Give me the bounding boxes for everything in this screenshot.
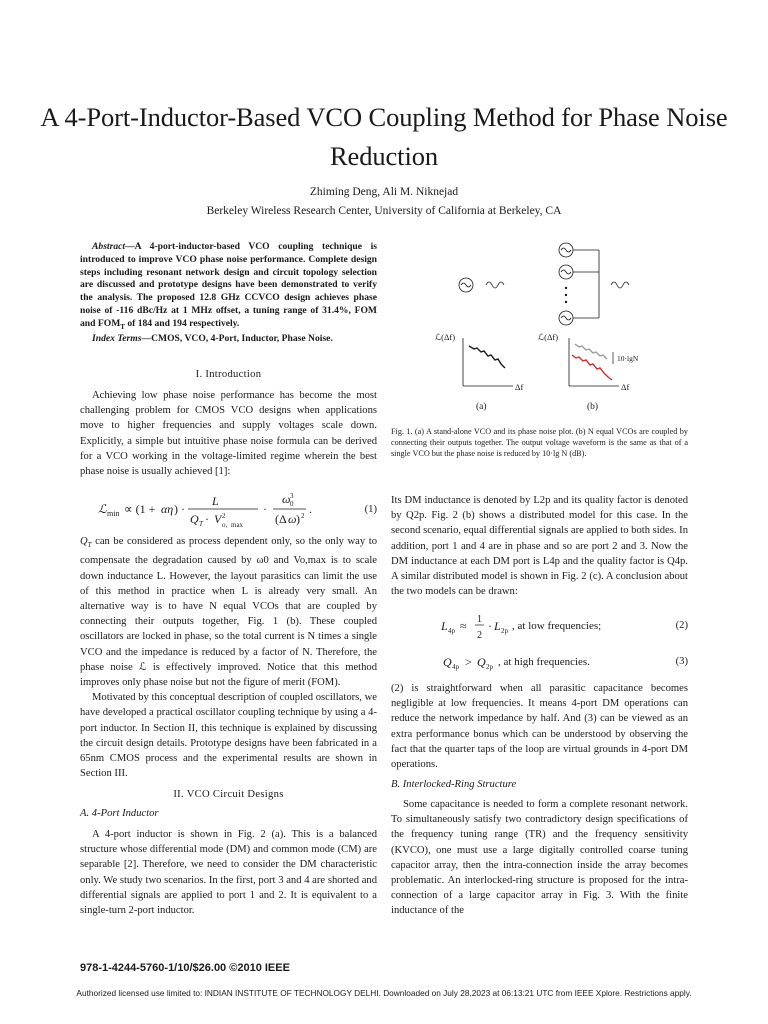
svg-text:L: L — [494, 619, 501, 633]
svg-text:4p: 4p — [448, 627, 455, 635]
index-terms-text: —CMOS, VCO, 4-Port, Inductor, Phase Noise. — [141, 333, 333, 345]
svg-text:T: T — [199, 520, 203, 528]
svg-text:·: · — [488, 619, 492, 633]
reference-noise-curve — [575, 344, 607, 359]
abstract-label: Abstract — [92, 241, 126, 252]
affiliation: Berkeley Wireless Research Center, University of California at Berkeley, CA — [206, 205, 562, 217]
svg-text:0: 0 — [290, 500, 294, 508]
figure-a-ylabel: ℒ(Δf) — [435, 332, 456, 342]
equation-1-number: (1) — [364, 504, 377, 515]
svg-text:Q: Q — [443, 655, 452, 669]
svg-text:·: · — [205, 512, 209, 526]
svg-text:4p: 4p — [452, 663, 459, 671]
figure-1-graphic — [391, 238, 688, 418]
svg-text:2: 2 — [477, 630, 482, 641]
svg-text:ω: ω — [282, 492, 291, 506]
svg-text:max: max — [231, 521, 244, 529]
svg-text:.: . — [309, 502, 312, 516]
svg-text:2p: 2p — [501, 627, 508, 635]
figure-b-ylabel: ℒ(Δf) — [538, 332, 559, 342]
license-notice: Authorized licensed use limited to: INDIAN INSTITUTE OF TECHNOLOGY DELHI. Downloaded on July 28,2023 at 06:13:21 UTC from IEEE Xplore. Restrictions apply. — [76, 988, 692, 998]
intro-paragraph-2 — [80, 534, 377, 781]
right-paragraph-2 — [391, 681, 688, 772]
intro-paragraph-1 — [80, 388, 377, 479]
abstract — [80, 241, 377, 346]
equation-3-text: , at high frequencies. — [498, 656, 590, 668]
svg-text:L: L — [441, 619, 448, 633]
svg-text:3: 3 — [290, 492, 294, 500]
isbn-copyright: 978-1-4244-5760-1/10/$26.00 ©2010 IEEE — [80, 962, 290, 974]
figure-label-b: (b) — [587, 402, 599, 412]
figure-b-xlabel: Δf — [621, 382, 630, 392]
right-paragraph-1 — [391, 493, 688, 599]
subsection-4-port-inductor: A. 4-Port Inductor — [80, 808, 159, 819]
svg-text:V: V — [214, 512, 222, 526]
intro-paragraph-1-text: Achieving low phase noise performance has become the most challenging problem for CMOS VCO designs when applications move to higher frequencies and supply voltages scale down. Explicitly, a simple but intuitive phase noise formula can be derived for a VCO working in the voltage-limited regime wherein the best phase noise is usually achieved [1]: — [80, 390, 377, 478]
author-list: Zhiming Deng, Ali M. Niknejad — [309, 186, 459, 198]
svg-text:2p: 2p — [486, 663, 493, 671]
right-paragraph-2-text: (2) is straightforward when all parasitic capacitance becomes negligible at low frequencies. It means 4-port DM operations can reduce the network impedance by half. And (3) can be viewed as an extra performance bonus which can be understood by observing the fact that the quarter taps of the loop are virtual grounds in 4-port DM operations. — [391, 683, 688, 771]
section-a-paragraph-text: A 4-port inductor is shown in Fig. 2 (a). This is a balanced structure whose differential mode (DM) and common mode (CM) are separable [2]. Therefore, we need to consider the DM characteristic only. We study two scenarios. In the first, port 3 and 4 are shorted and differential signals are applied to port 1 and 2. It is equivalent to a single-turn 2-port inductor. — [80, 829, 377, 917]
svg-text:1: 1 — [477, 614, 482, 625]
abstract-text-sub: T — [120, 322, 125, 331]
svg-text:Q: Q — [190, 512, 199, 526]
svg-text:ℒ: ℒ — [98, 502, 107, 516]
svg-text:(Δ: (Δ — [275, 512, 287, 526]
svg-text:L: L — [212, 494, 219, 508]
section-b-paragraph-text: Some capacitance is needed to form a complete resonant network. To simultaneously satisfy two contradictory design specifications of the frequency tuning range (TR) and the frequency sensitivity (KVCO), one must use a large digitally controlled coarse tuning capacitor array, then the intra-connection inside the array becomes problematic. An interlocked-ring structure is proposed for the intra-connection of a large capacitor array in Fig. 3. With the finite inductance of the — [391, 799, 688, 917]
svg-text:): ) — [296, 512, 300, 526]
svg-text:ω: ω — [288, 512, 297, 526]
qt-symbol: $Q_T$ — [80, 536, 92, 550]
svg-text:2: 2 — [301, 512, 305, 520]
equation-2-number: (2) — [675, 620, 688, 631]
equation-2-text: , at low frequencies; — [512, 620, 602, 632]
svg-text:>: > — [465, 655, 472, 669]
section-heading-vco-designs: II. VCO Circuit Designs — [173, 789, 284, 800]
equation-3-number: (3) — [675, 656, 688, 667]
paper-title: A 4-Port-Inductor-Based VCO Coupling Method for Phase Noise Reduction — [40, 102, 728, 171]
svg-text:min: min — [107, 509, 120, 518]
section-heading-introduction: I. Introduction — [195, 369, 262, 380]
intro-paragraph-3: Motivated by this conceptual description of coupled oscillators, we have developed a practical oscillator coupling technique by using a 4-port inductor. In Section II, this technique is explained by discussing the circuit design details. Prototype designs have been fabricated in a 65nm CMOS process and the experimental results are shown in Section III. — [80, 692, 377, 780]
svg-text:·: · — [263, 502, 267, 516]
abstract-text: —A 4-port-inductor-based VCO coupling technique is introduced to improve VCO phase noise performance. Complete design steps including resonant network design and circuit topology selection are discussed and prototype designs have been demonstrated to verify the analysis. The proposed 12.8 GHz CCVCO design achieves phase noise of -116 dBc/Hz at 1 MHz offset, a tuning range of 31.4%, FOM and FOM — [80, 241, 377, 329]
equation-1 — [80, 490, 377, 530]
svg-text:αη: αη — [161, 502, 174, 516]
svg-text:∝ (1 +: ∝ (1 + — [124, 502, 156, 516]
equation-3 — [391, 648, 688, 676]
figure-1 — [391, 238, 688, 418]
svg-text:≈: ≈ — [460, 619, 467, 633]
figure-label-a: (a) — [476, 402, 487, 412]
equation-2 — [391, 608, 688, 644]
abstract-text-end: of 184 and 194 respectively. — [124, 317, 240, 329]
right-paragraph-1-text: Its DM inductance is denoted by L2p and its quality factor is denoted by Q2p. Fig. 2 (b) shows a distributed model for this case. In the second scenario, equal differential signals are applied to both sides. In addition, port 1 and 4 are in phase and so are port 2 and 3. Now the DM inductance at each DM port is L4p and the quality factor is Q4p. A similar distributed model is shown in Fig. 2 (c). A conclusion about the two models can be drawn: — [391, 495, 688, 598]
figure-b-annotation: 10·lgN — [617, 354, 639, 363]
figure-a-xlabel: Δf — [515, 382, 524, 392]
svg-text:2: 2 — [222, 512, 226, 520]
subsection-interlocked-ring: B. Interlocked-Ring Structure — [391, 779, 517, 790]
index-terms-label: Index Terms — [92, 333, 142, 345]
svg-text:) ·: ) · — [174, 502, 185, 516]
single-vco-noise-curve — [469, 346, 505, 368]
intro-paragraph-2-text: can be considered as process dependent only, so the only way to compensate the degradation caused by ω0 and Vo,max is to scale down inductance L. However, the layout parasitics can limit the use of this method in practice when L is already very small. An alternative way is to have N equal VCOs that are coupled by connecting their outputs together, Fig. 1 (b). These coupled oscillators are locked in phase, so the total current is N times a single VCO and the impedance is reduced by a factor of N. Therefore, the phase noise ℒ is effectively improved. Notice that this method improves only phase noise but not the figure of merit (FOM). — [80, 536, 377, 688]
figure-1-caption: Fig. 1. (a) A stand-alone VCO and its phase noise plot. (b) N equal VCOs are coupled by connecting their outputs together. The output voltage waveform is the same as that of a single VCO but the phase noise is reduced by 10·lg N (dB). — [391, 427, 688, 459]
equation-1-graphic — [80, 490, 377, 530]
svg-text:Q: Q — [477, 655, 486, 669]
section-b-paragraph — [391, 797, 688, 919]
section-a-paragraph — [80, 827, 377, 918]
svg-text:o,: o, — [222, 521, 228, 529]
